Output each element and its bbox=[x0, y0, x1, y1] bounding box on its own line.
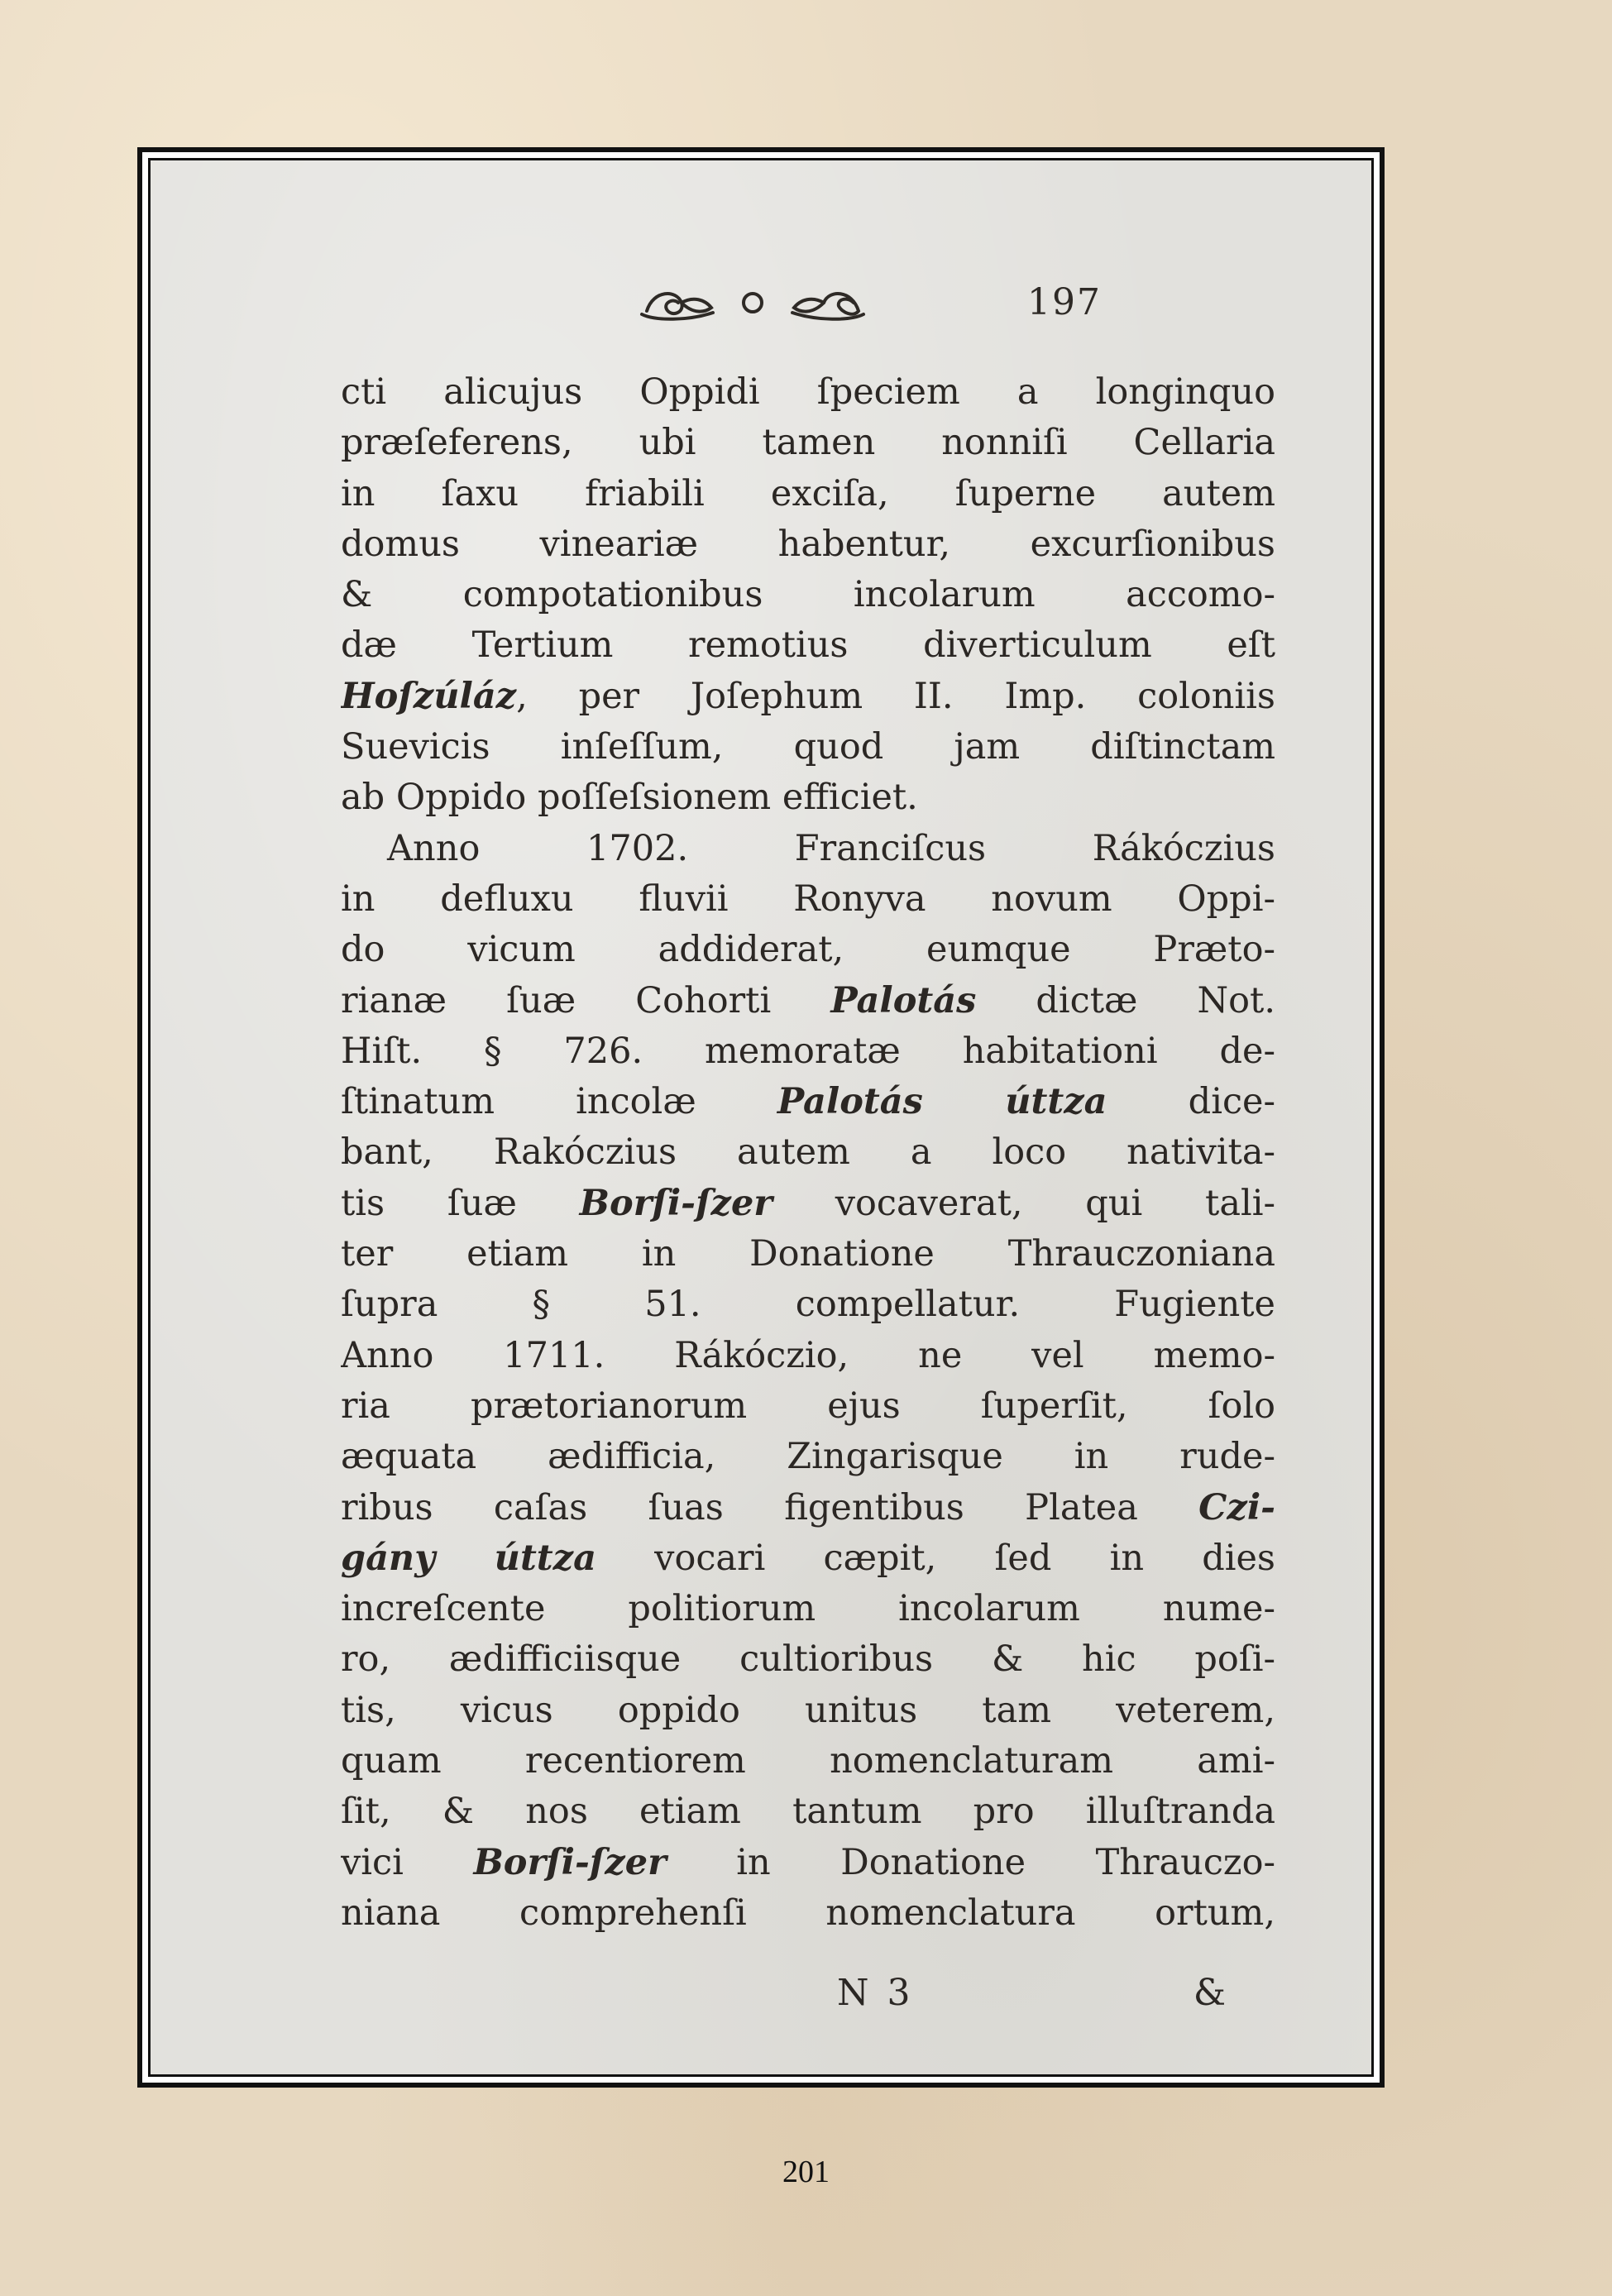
text-run: cti alicujus Oppidi ſpeciem a longinquo bbox=[341, 371, 1275, 413]
text-line bbox=[341, 976, 1275, 1026]
text-line bbox=[341, 1736, 1275, 1787]
text-line bbox=[341, 722, 1275, 773]
italic-name: Borſi-ſzer bbox=[473, 1841, 667, 1883]
text-run: , per Joſephum II. Imp. coloniis bbox=[516, 675, 1275, 717]
text-run: ſupra § 51. compellatur. Fugiente bbox=[341, 1284, 1275, 1326]
text-run: vocaverat, qui tali- bbox=[772, 1182, 1275, 1224]
ornament-fleuron-icon bbox=[630, 278, 875, 328]
text-line bbox=[341, 1838, 1275, 1888]
text-run: dice- bbox=[1107, 1081, 1275, 1123]
text-run: increſcente politiorum incolarum nume- bbox=[341, 1588, 1275, 1630]
text-run: ribus caſas ſuas figentibus Platea bbox=[341, 1486, 1199, 1528]
text-run: in Donatione Thrauczo- bbox=[666, 1841, 1275, 1883]
signature-mark: N 3 bbox=[837, 1972, 914, 2014]
scan-page-number: 201 bbox=[782, 2155, 830, 2189]
page-frame bbox=[137, 147, 1385, 2088]
text-line bbox=[341, 1077, 1275, 1127]
italic-name: Hoſzúláz bbox=[341, 675, 517, 717]
text-run: tis ſuæ bbox=[341, 1182, 580, 1224]
text-line bbox=[341, 1533, 1275, 1584]
text-run: dæ Tertium remotius diverticulum eſt bbox=[341, 624, 1275, 667]
text-line bbox=[341, 1483, 1275, 1533]
text-run: bant, Rakóczius autem a loco nativita- bbox=[341, 1131, 1275, 1174]
italic-name: gány úttza bbox=[341, 1537, 596, 1579]
text-line bbox=[341, 367, 1275, 418]
text-line bbox=[341, 1280, 1275, 1330]
text-line bbox=[341, 925, 1275, 975]
text-line bbox=[341, 469, 1275, 519]
text-run: præſeferens, ubi tamen nonniſi Cellaria bbox=[341, 422, 1275, 464]
scanned-page bbox=[148, 158, 1374, 2077]
text-run: niana comprehenſi nomenclatura ortum, bbox=[341, 1892, 1275, 1934]
italic-name: Czi- bbox=[1198, 1486, 1275, 1528]
text-line bbox=[341, 824, 1275, 874]
text-line bbox=[341, 773, 1275, 823]
text-line bbox=[341, 1179, 1275, 1229]
text-line bbox=[341, 1584, 1275, 1634]
italic-name: Palotás úttza bbox=[777, 1081, 1107, 1123]
text-run: vocari cæpit, ſed in dies bbox=[596, 1537, 1275, 1579]
body-text bbox=[341, 367, 1275, 1939]
text-line bbox=[341, 620, 1275, 671]
text-line bbox=[341, 1634, 1275, 1685]
text-line bbox=[341, 672, 1275, 722]
text-run: ſtinatum incolæ bbox=[341, 1081, 777, 1123]
text-run: ter etiam in Donatione Thrauczoniana bbox=[341, 1233, 1275, 1275]
text-run: ro, ædifficiisque cultioribus & hic poſi- bbox=[341, 1638, 1275, 1681]
text-run: ſit, & nos etiam tantum pro illuſtranda bbox=[341, 1791, 1275, 1833]
text-run: Anno 1702. Franciſcus Rákóczius bbox=[387, 827, 1275, 869]
italic-name: Borſi-ſzer bbox=[579, 1182, 773, 1224]
text-run: Suevicis inſeſſum, quod jam diſtinctam bbox=[341, 726, 1275, 768]
italic-name: Palotás bbox=[830, 979, 977, 1021]
text-run: dictæ Not. bbox=[976, 979, 1275, 1021]
text-line bbox=[341, 1432, 1275, 1482]
text-line bbox=[341, 1888, 1275, 1939]
text-line bbox=[341, 1787, 1275, 1837]
text-run: quam recentiorem nomenclaturam ami- bbox=[341, 1740, 1275, 1782]
text-line bbox=[341, 1331, 1275, 1381]
text-run: vici bbox=[341, 1841, 474, 1883]
text-line bbox=[341, 418, 1275, 468]
text-run: do vicum addiderat, eumque Prætο- bbox=[341, 929, 1275, 971]
text-run: in defluxu fluvii Ronyva novum Oppi- bbox=[341, 878, 1275, 920]
text-line bbox=[341, 1229, 1275, 1280]
text-run: æquata ædifficia, Zingarisque in rude- bbox=[341, 1436, 1275, 1478]
text-run: Anno 1711. Rákóczio, ne vel memo- bbox=[341, 1334, 1275, 1376]
text-run: rianæ ſuæ Cohorti bbox=[341, 979, 831, 1021]
text-line bbox=[341, 1127, 1275, 1178]
text-line bbox=[341, 1686, 1275, 1736]
text-run: Hiſt. § 726. memoratæ habitationi de- bbox=[341, 1030, 1275, 1072]
text-run: domus vineariæ habentur, excurſionibus bbox=[341, 523, 1275, 565]
text-run: ria prætorianorum ejus ſuperſit, ſolo bbox=[341, 1385, 1275, 1427]
text-run: in ſaxu friabili exciſa, ſuperne autem bbox=[341, 472, 1275, 514]
text-line bbox=[341, 1026, 1275, 1077]
page-number: 197 bbox=[1027, 281, 1102, 323]
text-run: tis, vicus oppido unitus tam veterem, bbox=[341, 1689, 1275, 1731]
text-run: & compotationibus incolarum accomo- bbox=[341, 574, 1275, 616]
text-line bbox=[341, 570, 1275, 620]
running-head bbox=[151, 278, 1371, 328]
text-line bbox=[341, 874, 1275, 925]
catchword: & bbox=[1193, 1972, 1226, 2014]
page-footer bbox=[390, 1972, 1275, 2021]
text-line bbox=[341, 519, 1275, 570]
text-line bbox=[341, 1381, 1275, 1432]
text-run: ab Oppido poſſeſsionem efficiet. bbox=[341, 777, 918, 819]
